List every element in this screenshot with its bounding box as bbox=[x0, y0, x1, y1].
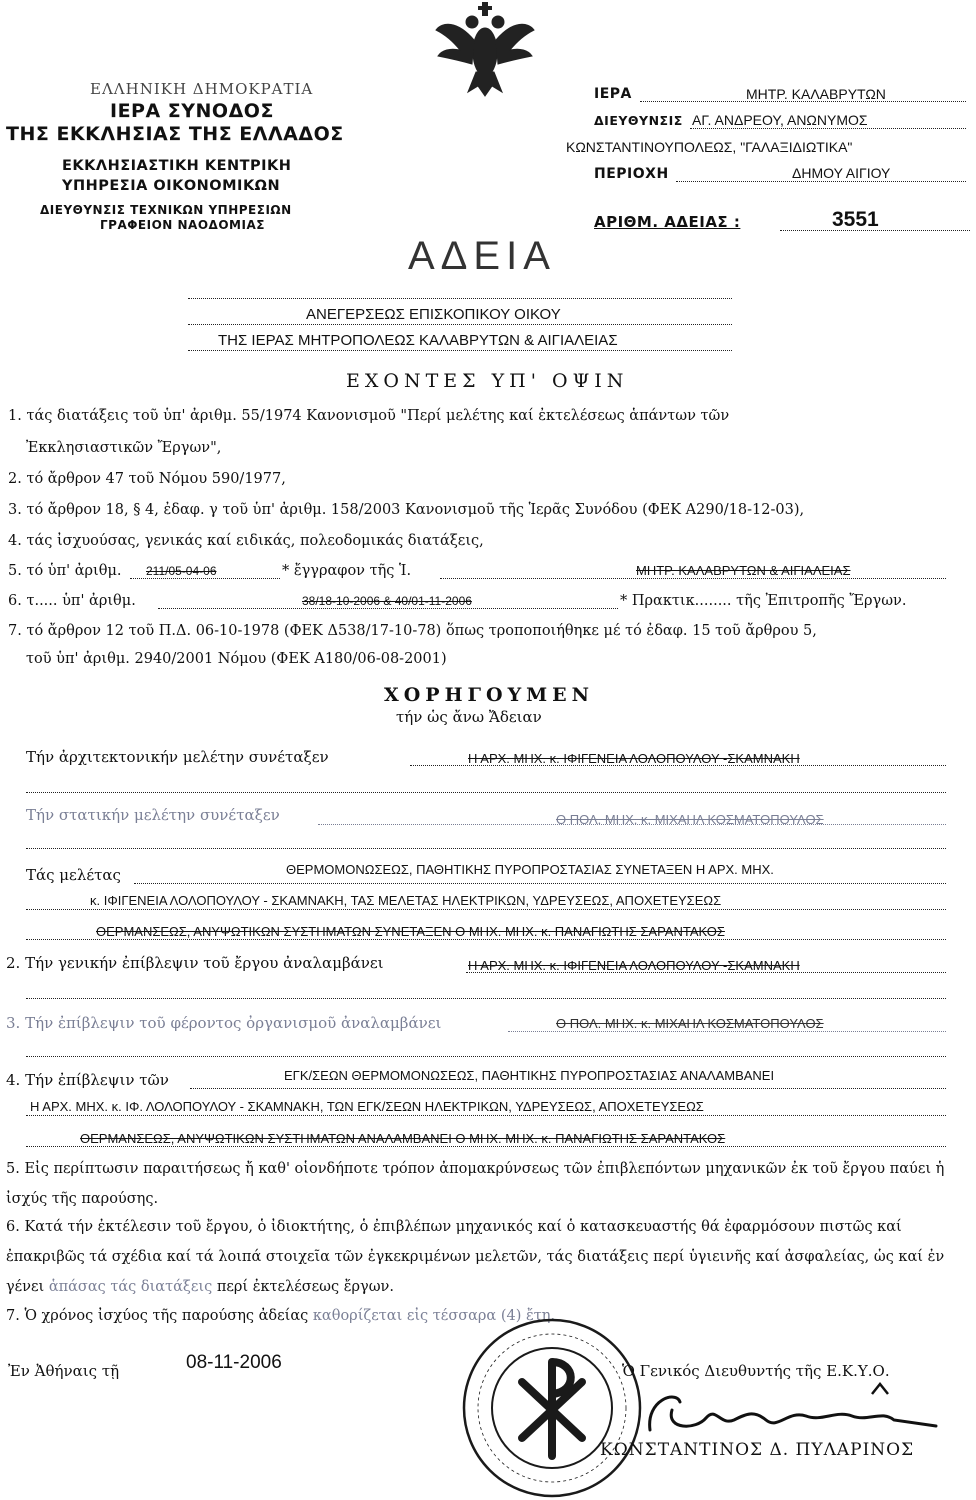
structural-supervision-label: 3. Τήν ἐπίβλεψιν τοῦ φέροντος ὀργανισμοῦ ἀναλαμβάνει bbox=[6, 1014, 442, 1032]
static-study-value: Ο ΠΟΛ. ΜΗΧ. κ. ΜΙΧΑΗΛ ΚΟΣΜΑΤΟΠΟΥΛΟΣ bbox=[556, 812, 824, 827]
installations-line3: ΘΕΡΜΑΝΣΕΩΣ, ΑΝΥΨΩΤΙΚΩΝ ΣΥΣΤΗΜΑΤΩΝ ΑΝΑΛΑΜΒΑΝΕΙ Ο ΜΗΧ. ΜΗΧ. κ. ΠΑΝΑΓΙΩΤΗΣ ΣΑΡΑΝΤΑΚΟΣ bbox=[80, 1131, 726, 1146]
consideration-3: 3. τό ἄρθρον 18, § 4, ἐδαφ. γ τοῦ ὑπ' ἀριθμ. 158/2003 Κανονισμοῦ τῆς Ἱερᾶς Συνόδου (ΦΕΚ Α290/18-12-03), bbox=[8, 502, 805, 518]
issue-date: 08-11-2006 bbox=[186, 1352, 282, 1373]
permit-number-value: 3551 bbox=[832, 208, 879, 231]
studies-line3: ΘΕΡΜΑΝΣΕΩΣ, ΑΝΥΨΩΤΙΚΩΝ ΣΥΣΤΗΜΑΤΩΝ ΣΥΝΕΤΑΞΕΝ Ο ΜΗΧ. ΜΗΧ. κ. ΠΑΝΑΓΙΩΤΗΣ ΣΑΡΑΝΤΑΚΟΣ bbox=[96, 924, 725, 939]
consideration-5-value: ΜΗΤΡ. ΚΑΛΑΒΡΥΤΩΝ & ΑΙΓΙΑΛΕΙΑΣ bbox=[636, 563, 851, 578]
general-supervision-label: 2. Τήν γενικήν ἐπίβλεψιν τοῦ ἔργου ἀναλαμβάνει bbox=[6, 954, 384, 972]
consideration-4: 4. τάς ἰσχυούσας, γενικάς καί ειδικάς, πολεοδομικάς διατάξεις, bbox=[8, 533, 484, 549]
consideration-2: 2. τό ἄρθρον 47 τοῦ Νόμου 590/1977, bbox=[8, 471, 286, 487]
installations-supervision-label: 4. Τήν ἐπίβλεψιν τῶν bbox=[6, 1071, 169, 1089]
subject-line1: ΑΝΕΓΕΡΣΕΩΣ ΕΠΙΣΚΟΠΙΚΟΥ ΟΙΚΟΥ bbox=[306, 306, 561, 323]
central-service-heading: ΕΚΚΛΗΣΙΑΣΤΙΚΗ ΚΕΝΤΡΙΚΗ bbox=[62, 158, 292, 174]
studies-label: Τάς μελέτας bbox=[26, 866, 121, 884]
iera-label: ΙΕΡΑ bbox=[594, 86, 632, 102]
studies-line2: κ. ΙΦΙΓΕΝΕΙΑ ΛΟΛΟΠΟΥΛΟΥ - ΣΚΑΜΝΑΚΗ, ΤΑΣ ΜΕΛΕΤΑΣ ΗΛΕΚΤΡΙΚΩΝ, ΥΔΡΕΥΣΕΩΣ, ΑΠΟΧΕΤΕΥΣΕΩΣ bbox=[90, 893, 722, 908]
synod-heading: ΙΕΡΑ ΣΥΝΟΔΟΣ bbox=[110, 100, 274, 122]
installations-line1: ΕΓΚ/ΣΕΩΝ ΘΕΡΜΟΜΟΝΩΣΕΩΣ, ΠΑΘΗΤΙΚΗΣ ΠΥΡΟΠΡΟΣΤΑΣΙΑΣ ΑΝΑΛΑΜΒΑΝΕΙ bbox=[284, 1068, 775, 1083]
republic-heading: ΕΛΛΗΝΙΚΗ ΔΗΜΟΚΡΑΤΙΑ bbox=[90, 80, 314, 98]
clause-7-main: 7. Ὁ χρόνος ἰσχύος τῆς παρούσης ἀδείας bbox=[6, 1308, 309, 1324]
handwritten-signature bbox=[636, 1380, 948, 1446]
economic-service-heading: ΥΠΗΡΕΣΙΑ ΟΙΚΟΝΟΜΙΚΩΝ bbox=[62, 178, 281, 194]
consideration-6-suffix: * Πρακτικ........ τῆς Ἐπιτροπῆς Ἔργων. bbox=[620, 593, 907, 609]
subject-line2: ΤΗΣ ΙΕΡΑΣ ΜΗΤΡΟΠΟΛΕΩΣ ΚΑΛΑΒΡΥΤΩΝ & ΑΙΓΙΑΛΕΙΑΣ bbox=[218, 332, 618, 349]
clause-6-faded: ἁπάσας τάς διατάξεις bbox=[48, 1279, 213, 1295]
static-study-label: Τήν στατικήν μελέτην συνέταξεν bbox=[26, 806, 280, 824]
signer-name: ΚΩΝΣΤΑΝΤΙΝΟΣ Δ. ΠΥΛΑΡΙΝΟΣ bbox=[600, 1440, 915, 1460]
studies-line1: ΘΕΡΜΟΜΟΝΩΣΕΩΣ, ΠΑΘΗΤΙΚΗΣ ΠΥΡΟΠΡΟΣΤΑΣΙΑΣ ΣΥΝΕΤΑΞΕΝ Η ΑΡΧ. ΜΗΧ. bbox=[286, 862, 774, 877]
consideration-5-document: 211/05-04-06 bbox=[146, 564, 217, 578]
address-line2: ΚΩΝΣΤΑΝΤΙΝΟΥΠΟΛΕΩΣ, "ΓΑΛΑΞΙΔΙΩΤΙΚΑ" bbox=[566, 139, 853, 155]
address-label: ΔΙΕΥΘΥΝΣΙΣ bbox=[594, 113, 683, 128]
consideration-6-value: 38/18-10-2006 & 40/01-11-2006 bbox=[302, 594, 472, 608]
document-title: ΑΔΕΙΑ bbox=[408, 234, 556, 278]
consideration-5-prefix: 5. τό ὑπ' ἀριθμ. bbox=[8, 563, 122, 579]
official-seal bbox=[452, 1310, 652, 1500]
area-value: ΔΗΜΟΥ ΑΙΓΙΟΥ bbox=[792, 165, 891, 181]
office-heading: ΓΡΑΦΕΙΟΝ ΝΑΟΔΟΜΙΑΣ bbox=[100, 218, 265, 232]
architectural-study-value: Η ΑΡΧ. ΜΗΧ. κ. ΙΦΙΓΕΝΕΙΑ ΛΟΛΟΠΟΥΛΟΥ -ΣΚΑΜΝΑΚΗ bbox=[468, 751, 800, 766]
consideration-7: 7. τό ἄρθρον 12 τοῦ Π.Δ. 06-10-1978 (ΦΕΚ Δ538/17-10-78) ὅπως τροποποιήθηκε μέ τό ἐδαφ. 15 τοῦ ἄρθρου 5, bbox=[8, 623, 817, 639]
iera-value: ΜΗΤΡ. ΚΑΛΑΒΡΥΤΩΝ bbox=[746, 86, 886, 102]
double-headed-eagle-emblem bbox=[432, 0, 538, 100]
place-label: Ἐν Ἀθήναις τῇ bbox=[8, 1362, 120, 1380]
area-label: ΠΕΡΙΟΧΗ bbox=[594, 166, 669, 182]
architectural-study-label: Τήν ἀρχιτεκτονικήν μελέτην συνέταξεν bbox=[26, 748, 329, 766]
installations-line2: Η ΑΡΧ. ΜΗΧ. κ. ΙΦ. ΛΟΛΟΠΟΥΛΟΥ - ΣΚΑΜΝΑΚΗ, ΤΩΝ ΕΓΚ/ΣΕΩΝ ΗΛΕΚΤΡΙΚΩΝ, ΥΔΡΕΥΣΕΩΣ, ΑΠΟΧΕΤΕΥΣΕΩΣ bbox=[30, 1099, 704, 1114]
clause-6 bbox=[6, 1212, 972, 1302]
consideration-1-cont: Ἐκκλησιαστικῶν Ἔργων", bbox=[26, 440, 222, 456]
consideration-7-cont: τοῦ ὑπ' ἀριθμ. 2940/2001 Νόμου (ΦΕΚ Α180/06-08-2001) bbox=[26, 651, 447, 667]
clause-7-faded: καθορίζεται εἰς τέσσαρα (4) ἔτη. bbox=[312, 1308, 556, 1324]
clause-6-end: περί ἐκτελέσεως ἔργων. bbox=[216, 1279, 394, 1295]
general-supervision-value: Η ΑΡΧ. ΜΗΧ. κ. ΙΦΙΓΕΝΕΙΑ ΛΟΛΟΠΟΥΛΟΥ -ΣΚΑΜΝΑΚΗ bbox=[468, 958, 800, 973]
church-heading: ΤΗΣ ΕΚΚΛΗΣΙΑΣ ΤΗΣ ΕΛΛΑΔΟΣ bbox=[6, 123, 344, 145]
consideration-1: 1. τάς διατάξεις τοῦ ὑπ' ἀριθμ. 55/1974 Κανονισμοῦ "Περί μελέτης καί ἐκτελέσεως ἁπάντων τῶν bbox=[8, 408, 730, 424]
consideration-5-mid: * ἔγγραφον τῆς Ἱ. bbox=[282, 563, 412, 579]
signer-title: Ὁ Γενικός Διευθυντής τῆς Ε.Κ.Υ.Ο. bbox=[622, 1362, 890, 1380]
permit-number-label: ΑΡΙΘΜ. ΑΔΕΙΑΣ : bbox=[594, 213, 741, 231]
having-in-view-heading: ΕΧΟΝΤΕΣ ΥΠ' ΟΨΙΝ bbox=[346, 370, 629, 392]
structural-supervision-value: Ο ΠΟΛ. ΜΗΧ. κ. ΜΙΧΑΗΛ ΚΟΣΜΑΤΟΠΟΥΛΟΣ bbox=[556, 1016, 824, 1031]
consideration-6-prefix: 6. τ..... ὑπ' ἀριθμ. bbox=[8, 593, 136, 609]
clause-5: 5. Εἰς περίπτωσιν παραιτήσεως ἤ καθ' οἱονδήποτε τρόπον ἀπομακρύνσεως τῶν ἐπιβλεπόντων μηχανικῶν ἐκ τοῦ ἔργου παύει ἡ ἰσχύς τῆς παρούσης. bbox=[6, 1161, 945, 1207]
directorate-heading: ΔΙΕΥΘΥΝΣΙΣ ΤΕΧΝΙΚΩΝ ΥΠΗΡΕΣΙΩΝ bbox=[40, 203, 292, 217]
clause-6-main: 6. Κατά τήν ἐκτέλεσιν τοῦ ἔργου, ὁ ἰδιοκτήτης, ὁ ἐπιβλέπων μηχανικός καί ὁ κατασκευαστής θά ἐφαρμόσουν πιστῶς καί ἐπακριβῶς τά σχέδια καί τά λοιπά στοιχεῖα τῶν ἐγκεκριμένων μελετῶν, τάς διατάξεις περί ὑγιεινῆς καί ἀσφαλείας, ὡς καί ἐν γένει bbox=[6, 1219, 945, 1295]
grant-subheading: τήν ὡς ἄνω Ἄδειαν bbox=[396, 708, 542, 726]
address-value: ΑΓ. ΑΝΔΡΕΟΥ, ΑΝΩΝΥΜΟΣ bbox=[692, 112, 868, 128]
grant-heading: ΧΟΡΗΓΟΥΜΕΝ bbox=[384, 684, 595, 706]
